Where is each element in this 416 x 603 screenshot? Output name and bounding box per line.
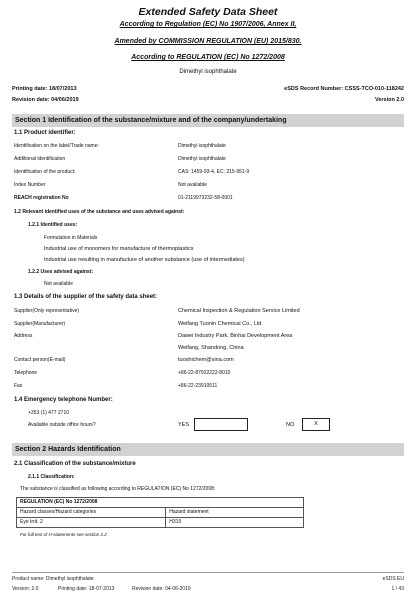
section-1-2-2-title: 1.2.2 Uses advised against: [28,269,94,275]
identifier-label: REACH registration No [14,195,69,201]
hazard-class-cell: Eye Irrit. 2 [17,518,166,528]
yes-label: YES [178,422,190,428]
product-name: Dimethyl isophthalate [179,69,237,75]
table-note: For full text of H-statements see section 2.2 [20,532,107,537]
document-title: Extended Safety Data Sheet [138,6,278,18]
footer-brand: eSDS EU [382,576,404,582]
section-2-heading: Section 2 Hazards Identification [12,443,404,456]
emergency-number: +353 (1) 477 2710 [28,410,70,416]
supplier-label: Supplier(Manufacturer) [14,321,66,327]
regulation-line-1: According to Regulation (EC) No 1907/2006, Annex II, [119,21,297,28]
section-2-1-1-title: 2.1.1 Classification: [28,474,75,480]
supplier-telephone: +86-22-87922222-8010 [178,370,231,376]
footer-page-number: 1 / 43 [391,586,404,592]
no-checkbox[interactable]: X [302,418,330,431]
identifier-value: Dimethyl isophthalate [178,143,226,149]
supplier-fax: +86-22-23910511 [178,383,218,389]
table-header-row [17,508,304,518]
supplier-label: Supplier(Only representative) [14,308,80,314]
table-row [17,518,304,528]
section-1-heading: Section 1 Identification of the substance/mixture and of the company/undertaking [12,114,404,127]
classification-text: The substance is classified as following according to REGULATION (EC) No 1272/2008: [20,486,216,492]
identifier-value: CAS: 1459-93-4, EC: 215-951-9 [178,169,250,175]
supplier-label: Fax [14,383,23,389]
regulation-line-3: According to REGULATION (EC) No 1272/2008 [131,54,285,61]
identifier-value: Dimethyl isophthalate [178,156,226,162]
supplier-label: Telephone [14,370,38,376]
supplier-value: Weifang Tuonin Chemical Co., Ltd [178,321,262,327]
regulation-line-2: Amended by COMMISSION REGULATION (EU) 2015/830. [114,38,302,45]
uses-advised-against: Not available [44,281,73,287]
identifier-label: Index Number [14,182,46,188]
footer-printing-date: Printing date: 18-07-2013 [58,586,115,592]
record-number: eSDS Record Number: CSSS-TCO-010-118242 [284,86,404,92]
identifier-label: Identification of the product: [14,169,76,175]
section-1-1-title: 1.1 Product identifier: [14,130,76,136]
footer-divider [12,572,404,573]
supplier-value: Weifang, Shandong, China [178,345,244,351]
availability-label: Available outside office hours? [28,422,96,428]
identified-use: Industrial use resulting in manufacture of another substance (use of intermediates) [44,257,245,263]
supplier-label: Contact person(E-mail) [14,357,66,363]
footer-revision-date: Revision date: 04-06-2019 [132,586,191,592]
identified-use: Industrial use of monomers for manufacture of thermoplastics [44,246,194,252]
column-header-hazard-class: Hazard classes/Hazard categories [17,508,166,518]
identified-use: Formulation in Materials [44,235,98,241]
section-1-3-title: 1.3 Details of the supplier of the safety data sheet: [14,294,158,300]
table-title: REGULATION (EC) No 1272/2008 [17,498,304,508]
identifier-label: Identification on the label/Trade name: [14,143,99,149]
printing-date: Printing date: 18/07/2013 [12,86,77,92]
section-2-1-title: 2.1 Classification of the substance/mixture [14,461,136,467]
identifier-label: Additional identification [14,156,66,162]
section-1-2-1-title: 1.2.1 Identified uses: [28,222,78,228]
supplier-value: Chemical Inspection & Regulation Service Limited [178,308,300,314]
column-header-hazard-statement: Hazard statement [166,508,304,518]
version: Version 2.0 [374,97,404,103]
section-1-4-title: 1.4 Emergency telephone Number: [14,397,113,403]
identifier-value: 01-2119973232-58-0001 [178,195,233,201]
identifier-value: Not available [178,182,207,188]
yes-checkbox[interactable] [194,418,248,431]
supplier-value: Dawei Industry Park, Binhai Development Area [178,333,293,339]
table-title-row [17,498,304,508]
supplier-label: Address [14,333,33,339]
no-label: NO [286,422,295,428]
section-1-2-title: 1.2 Relevant identified uses of the substance and uses advised against: [14,209,185,215]
hazard-statement-cell: H319 [166,518,304,528]
supplier-email: tuoshichem@sina.com [178,357,234,363]
footer-product-name: Product name: Dimethyl isophthalate [12,576,94,582]
revision-date: Revision date: 04/06/2019 [12,97,79,103]
classification-table [16,497,304,528]
footer-version: Version: 2.0 [12,586,39,592]
